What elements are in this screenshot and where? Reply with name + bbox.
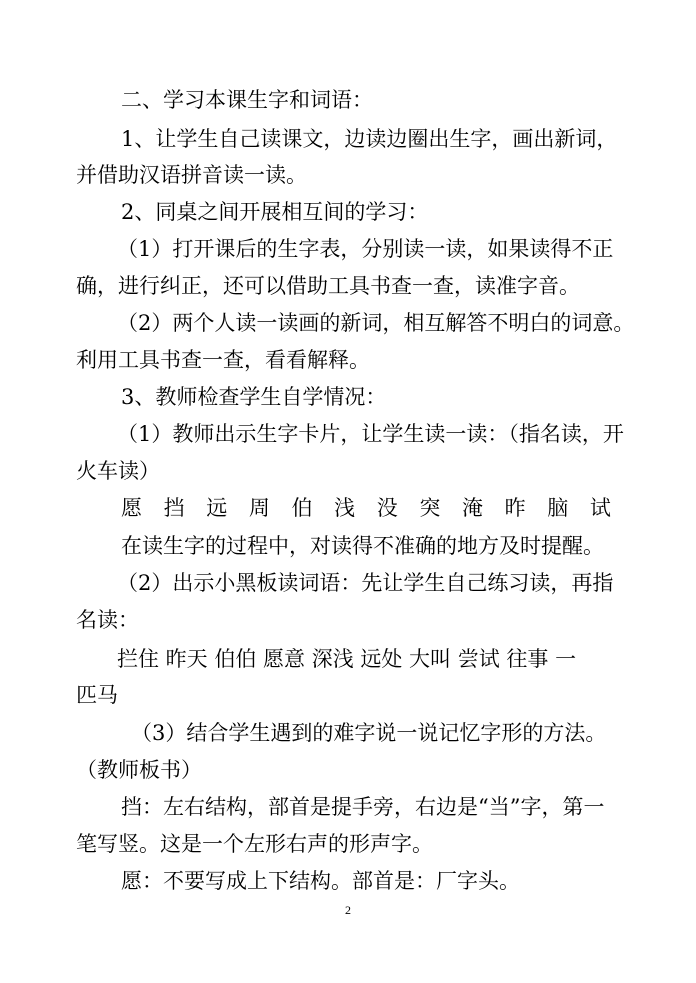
paragraph-line: （3）结合学生遇到的难字说一说记忆字形的方法。 [131,721,607,745]
section-heading: 二、学习本课生字和词语： [121,88,373,112]
character: 挡 [163,496,185,520]
paragraph-line: 愿：不要写成上下结构。部首是：厂字头。 [121,869,520,893]
paragraph-line: 3、教师检查学生自学情况： [121,385,387,409]
paragraph-line: 1、让学生自己读课文，边读边圈出生字，画出新词， [121,127,618,151]
paragraph-line: 在读生字的过程中，对读得不准确的地方及时提醒。 [121,534,604,558]
character: 脑 [547,496,569,520]
word-list-line: 匹马 [76,683,118,707]
character: 没 [376,496,398,520]
paragraph-line: 并借助汉语拼音读一读。 [76,163,307,187]
paragraph-line: 名读： [76,608,139,632]
character: 浅 [334,496,356,520]
paragraph-line: 2、同桌之间开展相互间的学习： [121,200,429,224]
character: 伯 [291,496,313,520]
character: 淹 [462,496,483,520]
paragraph-line: 利用工具书查一查，看看解释。 [76,348,370,372]
character: 周 [248,496,270,520]
paragraph-line: 挡：左右结构，部首是提手旁，右边是“当”字，第一 [121,795,605,819]
paragraph-line: （教师板书） [76,758,202,782]
paragraph-line: （1）打开课后的生字表，分别读一读，如果读得不正 [117,237,614,261]
paragraph-line: 火车读） [76,459,160,483]
paragraph-line: （2）两个人读一读画的新词，相互解答不明白的词意。 [117,311,635,335]
character-list [121,495,611,521]
character: 昨 [504,496,526,520]
character: 愿 [121,496,142,520]
paragraph-line: （2）出示小黑板读词语：先让学生自己练习读，再指 [117,571,614,595]
character: 突 [419,496,441,520]
paragraph-line: （1）教师出示生字卡片，让学生读一读：（指名读，开 [117,422,624,446]
paragraph-line: 笔写竖。这是一个左形右声的形声字。 [76,832,433,856]
paragraph-line: 确，进行纠正，还可以借助工具书查一查，读准字音。 [76,274,580,298]
page-number: 2 [345,903,351,917]
character: 远 [206,496,228,520]
word-list-line: 拦住 昨天 伯伯 愿意 深浅 远处 大叫 尝试 往事 一 [117,647,577,671]
character: 试 [589,496,611,520]
